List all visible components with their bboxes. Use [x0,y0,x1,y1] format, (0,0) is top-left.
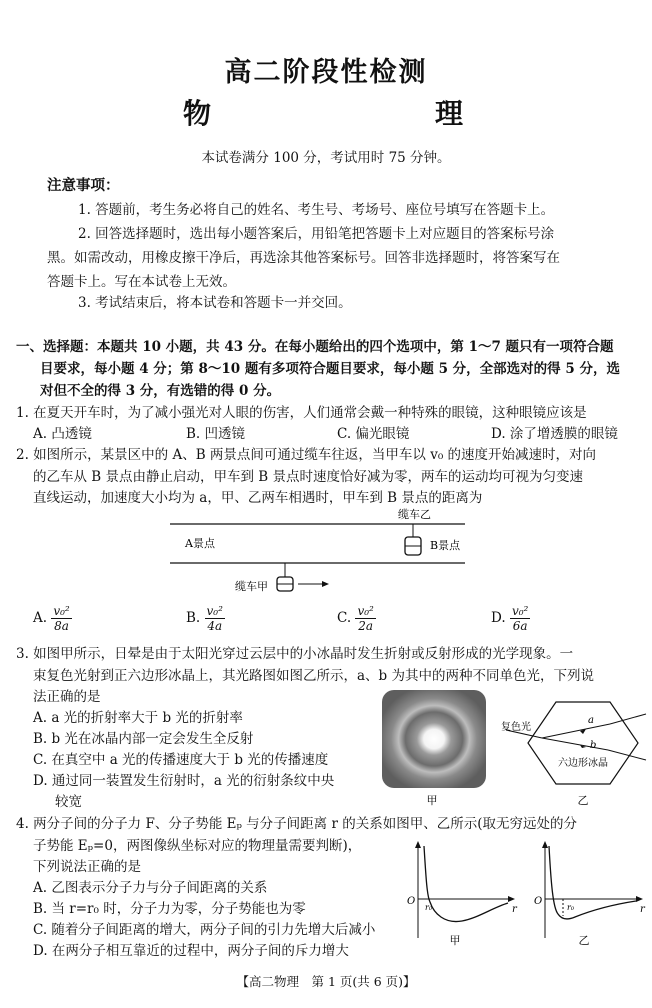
b-point-label: B景点 [430,539,461,552]
q4-option-b: B. 当 r=r₀ 时，分子力为零，分子势能也为零 [33,901,306,917]
q3-stem: 法正确的是 [33,689,101,705]
note-line: 3. 考试结束后，将本试卷和答题卡一并交回。 [78,295,352,311]
svg-text:r₀: r₀ [567,903,575,912]
svg-text:a: a [588,715,594,726]
exam-intro: 本试卷满分 100 分，考试用时 75 分钟。 [201,150,451,166]
q4-stem: 子势能 Eₚ=0，两图像纵坐标对应的物理量需要判断)， [33,838,362,854]
q3-option-a: A. a 光的折射率大于 b 光的折射率 [33,710,243,726]
section-header: 对但不全的得 3 分，有选错的得 0 分。 [40,383,281,399]
car-a-label: 缆车甲 [235,580,268,593]
q2-option-b: B. $\frac{\text{v₀²}}{4a}$ [186,604,223,633]
q4-option-c: C. 随着分子间距离的增大，两分子间的引力先增大后减小 [33,922,376,938]
section-header: 目要求，每小题 4 分；第 8～10 题有多项符合题目要求，每小题 5 分，全部选对的得 5 分，选 [40,361,620,377]
q2-stem: 的乙车从 B 景点由静止启动，甲车到 B 景点时速度恰好减为零，两车的运动均可视为匀变速 [33,469,584,485]
q3-option-b: B. b 光在冰晶内部一定会发生全反射 [33,731,254,747]
note-line: 黑。如需改动，用橡皮擦干净后，再选涂其他答案标号。回答非选择题时，将答案写在 [47,250,560,266]
svg-text:O: O [534,896,543,907]
q4-stem: 4. 两分子间的分子力 F、分子势能 Eₚ 与分子间距离 r 的关系如图甲、乙所示(取无穷远处的分 [16,816,577,832]
cable-car-figure [160,505,490,605]
q1-option-a: A. 凸透镜 [33,426,92,442]
q1-stem: 1. 在夏天开车时，为了减小强光对人眼的伤害，人们通常会戴一种特殊的眼镜，这种眼镜应该是 [16,405,587,421]
subject-title: 物 理 [182,97,519,130]
notes-heading: 注意事项： [47,177,120,194]
q2-option-c: C. $\frac{\text{v₀²}}{2a}$ [337,604,374,633]
q3-option-c: C. 在真空中 a 光的传播速度大于 b 光的传播速度 [33,752,329,768]
svg-text:乙: 乙 [577,794,589,807]
q2-option-d: D. $\frac{\text{v₀²}}{6a}$ [491,604,529,633]
svg-text:甲: 甲 [426,794,438,807]
q1-option-b: B. 凹透镜 [186,426,246,442]
note-line: 1. 答题前，考生务必将自己的姓名、考生号、考场号、座位号填写在答题卡上。 [78,202,555,218]
halo-photo [380,688,490,808]
q2-stem: 2. 如图所示，某景区中的 A、B 两景点间可通过缆车往返，当甲车以 v₀ 的速度开始减速时，对向 [16,447,597,463]
q2-option-a: A. $\frac{\text{v₀²}}{8a}$ [33,604,70,633]
q4-stem: 下列说法正确的是 [33,859,141,875]
q3-stem: 3. 如图甲所示，日晕是由于太阳光穿过云层中的小冰晶时发生折射或反射形成的光学现象。一 [16,646,574,662]
note-line: 答题卡上。写在本试卷上无效。 [47,274,236,290]
a-point-label: A景点 [185,537,215,550]
svg-text:甲: 甲 [449,934,461,947]
page-title: 高二阶段性检测 [224,57,428,88]
note-line: 2. 回答选择题时，选出每小题答案后，用铅笔把答题卡上对应题目的答案标号涂 [78,226,555,242]
svg-text:b: b [590,740,597,751]
q4-option-d: D. 在两分子相互靠近的过程中，两分子间的斥力增大 [33,943,349,959]
svg-text:r: r [512,904,517,915]
q1-option-d: D. 涂了增透膜的眼镜 [491,426,618,442]
svg-text:乙: 乙 [578,934,590,947]
page-footer: 【高二物理 第 1 页(共 6 页)】 [236,974,416,989]
svg-text:六边形冰晶: 六边形冰晶 [558,758,608,769]
car-b-label: 缆车乙 [398,508,431,521]
svg-text:r: r [640,904,645,915]
svg-text:O: O [407,896,416,907]
q3-option-d: D. 通过同一装置发生衍射时，a 光的衍射条纹中央 [33,773,335,789]
svg-text:复色光: 复色光 [501,722,531,733]
molecular-force-graphs [400,838,650,950]
q4-option-a: A. 乙图表示分子力与分子间距离的关系 [33,880,268,896]
q3-option-d-cont: 较宽 [55,794,82,810]
q1-option-c: C. 偏光眼镜 [337,426,410,442]
hexagon-crystal-figure [498,688,648,808]
q2-stem: 直线运动，加速度大小均为 a，甲、乙两车相遇时，甲车到 B 景点的距离为 [33,490,483,506]
svg-text:r₀: r₀ [425,903,433,912]
q3-stem: 束复色光射到正六边形冰晶上，其光路图如图乙所示，a、b 为其中的两种不同单色光，下列说 [33,668,594,684]
section-header: 一、选择题：本题共 10 小题，共 43 分。在每小题给出的四个选项中，第 1～7 题只有一项符合题 [16,339,614,355]
